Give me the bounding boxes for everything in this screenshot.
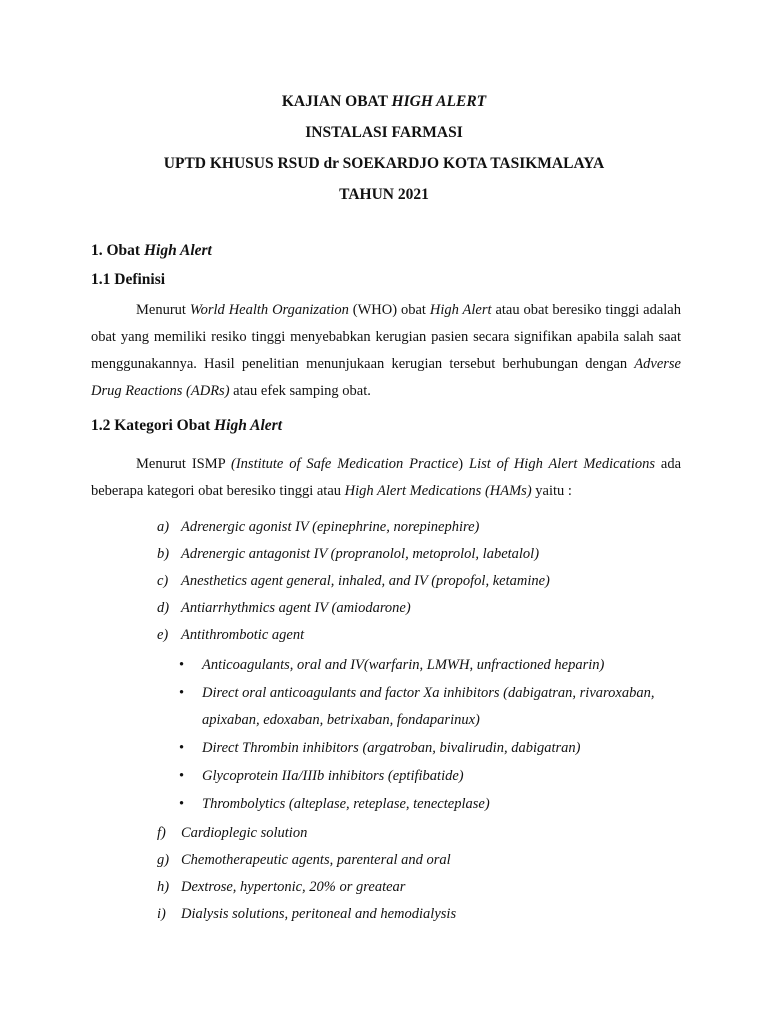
sub-list-item (157, 680, 677, 734)
bullet-icon: • (179, 685, 185, 701)
list-item-text: Dialysis solutions, peritoneal and hemodialysis (181, 906, 457, 922)
title-italic-text: HIGH ALERT (391, 93, 487, 110)
bullet-icon: • (179, 740, 185, 756)
title-line-4: TAHUN 2021 (339, 186, 429, 203)
definition-text-2: (WHO) obat (348, 302, 430, 318)
list-item-text: Antithrombotic agent (181, 627, 305, 643)
list-marker: e) (157, 627, 169, 643)
bullet-icon: • (179, 768, 185, 784)
definition-paragraph (91, 297, 681, 405)
list-item-text: Antiarrhythmics agent IV (amiodarone) (181, 600, 411, 616)
intro-italic-2: List of High Alert Medications (469, 456, 655, 472)
list-item-text: Cardioplegic solution (181, 825, 308, 841)
list-marker: g) (157, 852, 170, 868)
list-item-text: Adrenergic agonist IV (epinephrine, norepinephire) (181, 519, 480, 535)
high-alert-category-list (157, 516, 677, 930)
sub-list-item (157, 735, 677, 762)
section-1-2-heading-italic: High Alert (214, 417, 283, 434)
intro-italic-1: (Institute of Safe Medication Practice (231, 456, 459, 472)
definition-italic-2: High Alert (429, 302, 492, 318)
intro-text-3: ada beberapa kategori obat beresiko tinggi atau (91, 456, 682, 499)
bullet-icon: • (179, 657, 185, 673)
document-title-block (0, 91, 768, 215)
list-item (157, 570, 677, 597)
list-item (157, 849, 677, 876)
list-item (157, 624, 677, 651)
section-1-heading (91, 241, 212, 261)
definition-italic-1: World Health Organization (189, 302, 349, 318)
sub-list-item (157, 791, 677, 818)
sub-list-item-text: Thrombolytics (alteplase, reteplase, tenecteplase) (202, 796, 490, 812)
title-text: KAJIAN OBAT (281, 93, 392, 110)
title-line-1 (0, 91, 768, 122)
sub-list-item-text: Anticoagulants, oral and IV(warfarin, LMWH, unfractioned heparin) (202, 657, 605, 673)
list-marker: f) (157, 825, 166, 841)
list-marker: h) (157, 879, 170, 895)
definition-text-3: atau obat beresiko tinggi adalah obat yang memiliki resiko tinggi menyebabkan kerugian pasien secara signifikan apabila salah saat menggunakannya. Hasil penelitian menunjukaan kerugian tersebut berhubungan dengan (91, 302, 681, 372)
list-item-text: Chemotherapeutic agents, parenteral and oral (181, 852, 451, 868)
list-marker: i) (157, 906, 166, 922)
intro-italic-3: High Alert Medications (HAMs) (344, 483, 532, 499)
list-item (157, 597, 677, 624)
list-marker: d) (157, 600, 170, 616)
title-line-3: UPTD KHUSUS RSUD dr SOEKARDJO KOTA TASIKMALAYA (163, 155, 605, 172)
list-marker: b) (157, 546, 170, 562)
list-item-text: Anesthetics agent general, inhaled, and IV (propofol, ketamine) (181, 573, 550, 589)
list-item-text: Adrenergic antagonist IV (propranolol, metoprolol, labetalol) (181, 546, 540, 562)
definition-italic-3: Adverse Drug Reactions (ADRs) (91, 356, 681, 399)
section-1-2-heading-text: 1.2 Kategori Obat (91, 417, 215, 434)
section-1-2-heading (91, 416, 282, 436)
list-item-text: Dextrose, hypertonic, 20% or greatear (181, 879, 406, 895)
category-intro-paragraph (91, 451, 681, 505)
list-item (157, 822, 677, 849)
list-item (157, 516, 677, 543)
intro-text-4: yaitu : (531, 483, 572, 499)
definition-text-4: atau efek samping obat. (229, 383, 371, 399)
sub-list-item-text: Direct oral anticoagulants and factor Xa inhibitors (dabigatran, rivaroxaban, apixaban, edoxaban, betrixaban, fondaparinux) (202, 685, 655, 728)
sub-list-item (157, 763, 677, 790)
sub-list-item (157, 652, 677, 679)
intro-text-2: ) (458, 456, 470, 472)
list-item (157, 543, 677, 570)
list-item (157, 903, 677, 930)
section-1-heading-italic: High Alert (143, 242, 212, 259)
list-item (157, 876, 677, 903)
sub-list-item-text: Glycoprotein IIa/IIIb inhibitors (eptifibatide) (202, 768, 464, 784)
bullet-icon: • (179, 796, 185, 812)
sub-list-item-text: Direct Thrombin inhibitors (argatroban, bivalirudin, dabigatran) (202, 740, 581, 756)
intro-text-1: Menurut ISMP (136, 456, 232, 472)
list-marker: c) (157, 573, 169, 589)
definition-text-1: Menurut (136, 302, 190, 318)
section-1-1-heading: 1.1 Definisi (91, 271, 166, 288)
title-line-2: INSTALASI FARMASI (305, 124, 463, 141)
list-marker: a) (157, 519, 170, 535)
section-1-heading-text: 1. Obat (91, 242, 144, 259)
